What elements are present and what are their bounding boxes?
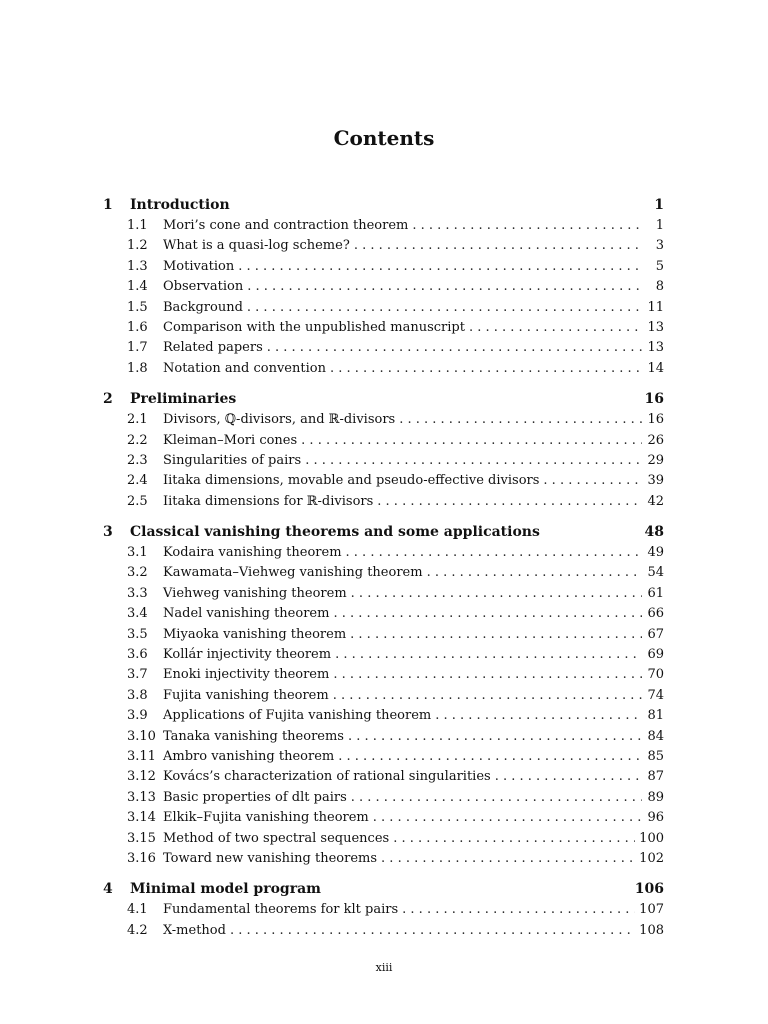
section-number: 3.12: [127, 769, 156, 785]
section-title: Kodaira vanishing theorem: [163, 545, 342, 561]
chapter-title: Preliminaries: [130, 391, 237, 408]
section-page: 14: [647, 360, 664, 376]
section-title: Motivation: [163, 258, 235, 274]
section-page: 84: [647, 728, 664, 744]
toc-chapter-heading[interactable]: [103, 881, 664, 902]
section-number: 1.5: [127, 299, 148, 315]
section-title: Observation: [163, 279, 244, 295]
toc-entry[interactable]: [103, 688, 664, 708]
section-page: 100: [639, 830, 664, 846]
section-page: 13: [647, 319, 664, 335]
dot-leader: [354, 238, 642, 253]
section-page: 66: [647, 606, 664, 622]
section-title: Background: [163, 299, 243, 315]
chapter-number: 2: [103, 391, 113, 408]
toc-entry[interactable]: [103, 412, 664, 432]
section-page: 11: [647, 299, 664, 315]
dot-leader: [338, 749, 642, 764]
toc-chapter-heading[interactable]: [103, 197, 664, 218]
section-title: X-method: [163, 922, 226, 938]
section-page: 3: [655, 238, 664, 254]
toc-entry[interactable]: [103, 749, 664, 769]
chapter-number: 4: [103, 881, 113, 898]
section-title: Nadel vanishing theorem: [163, 606, 330, 622]
dot-leader: [381, 851, 635, 866]
toc-chapter: [103, 524, 664, 871]
dot-leader: [348, 729, 642, 744]
section-title: Mori’s cone and contraction theorem: [163, 218, 409, 233]
dot-leader: [267, 340, 642, 355]
section-page: 26: [647, 432, 664, 448]
dot-leader: [247, 279, 642, 294]
toc-entry[interactable]: [103, 831, 664, 851]
chapter-title: Introduction: [130, 197, 230, 213]
section-title: Miyaoka vanishing theorem: [163, 626, 347, 642]
toc-entry[interactable]: [103, 810, 664, 830]
dot-leader: [351, 790, 642, 805]
toc-entry[interactable]: [103, 627, 664, 647]
section-page: 108: [639, 922, 664, 938]
section-page: 54: [647, 565, 664, 581]
chapter-page: 1: [654, 197, 664, 213]
toc-entry[interactable]: [103, 473, 664, 493]
chapter-number: 3: [103, 524, 113, 541]
section-title: Singularities of pairs: [163, 452, 302, 468]
section-number: 3.7: [127, 667, 148, 683]
toc-entry[interactable]: [103, 300, 664, 320]
section-number: 3.1: [127, 545, 148, 561]
chapter-number: 1: [103, 197, 113, 213]
toc-chapter-heading[interactable]: [103, 524, 664, 545]
section-title: Comparison with the unpublished manuscript: [163, 319, 465, 335]
toc-entry[interactable]: [103, 238, 664, 258]
section-number: 3.14: [127, 810, 156, 826]
dot-leader: [393, 831, 635, 846]
toc-entry[interactable]: [103, 902, 664, 922]
toc-chapter-heading[interactable]: [103, 391, 664, 412]
section-number: 3.6: [127, 647, 148, 663]
section-title: Divisors, ℚ-divisors, and ℝ-divisors: [163, 412, 396, 428]
dot-leader: [412, 218, 642, 233]
dot-leader: [350, 627, 642, 642]
dot-leader: [335, 647, 642, 662]
dot-leader: [238, 259, 642, 274]
dot-leader: [377, 494, 642, 509]
section-number: 2.5: [127, 493, 148, 509]
section-page: 102: [639, 850, 664, 866]
dot-leader: [373, 810, 642, 825]
section-number: 4.1: [127, 902, 148, 918]
section-page: 42: [647, 493, 664, 509]
section-title: Ambro vanishing theorem: [163, 748, 335, 764]
section-page: 39: [647, 473, 664, 489]
toc-entry[interactable]: [103, 361, 664, 381]
dot-leader: [427, 565, 642, 580]
section-number: 1.1: [127, 218, 148, 233]
section-title: Elkik–Fujita vanishing theorem: [163, 810, 369, 826]
dot-leader: [333, 667, 642, 682]
section-page: 61: [647, 585, 664, 601]
dot-leader: [402, 902, 635, 917]
section-number: 3.16: [127, 850, 156, 866]
section-number: 1.7: [127, 340, 148, 356]
section-title: Applications of Fujita vanishing theorem: [163, 708, 432, 724]
section-number: 3.13: [127, 789, 156, 805]
section-page: 70: [647, 667, 664, 683]
section-number: 3.11: [127, 748, 156, 764]
section-page: 1: [655, 218, 664, 233]
chapter-page: 106: [634, 881, 664, 898]
section-page: 89: [647, 789, 664, 805]
dot-leader: [399, 412, 642, 427]
section-title: Kollár injectivity theorem: [163, 647, 332, 663]
section-title: Basic properties of dlt pairs: [163, 789, 347, 805]
section-number: 3.3: [127, 585, 148, 601]
section-page: 87: [647, 769, 664, 785]
toc-chapter: [103, 391, 664, 514]
toc-entry[interactable]: [103, 647, 664, 667]
toc-entry[interactable]: [103, 453, 664, 473]
toc-entry[interactable]: [103, 545, 664, 565]
section-title: Notation and convention: [163, 360, 326, 376]
dot-leader: [305, 453, 642, 468]
section-page: 107: [639, 902, 664, 918]
page-title: Contents: [333, 126, 435, 150]
section-number: 1.4: [127, 279, 148, 295]
dot-leader: [301, 433, 642, 448]
dot-leader: [333, 688, 642, 703]
dot-leader: [351, 586, 642, 601]
toc-entry[interactable]: [103, 708, 664, 728]
section-page: 81: [647, 708, 664, 724]
dot-leader: [330, 361, 642, 376]
section-page: 29: [647, 452, 664, 468]
section-number: 1.8: [127, 360, 148, 376]
section-number: 2.1: [127, 412, 148, 428]
section-title: Fundamental theorems for klt pairs: [163, 902, 399, 918]
section-number: 3.9: [127, 708, 148, 724]
toc-entry[interactable]: [103, 494, 664, 514]
section-title: Toward new vanishing theorems: [163, 850, 378, 866]
section-title: Iitaka dimensions for ℝ-divisors: [163, 493, 374, 509]
dot-leader: [247, 300, 642, 315]
section-page: 74: [647, 687, 664, 703]
dot-leader: [346, 545, 642, 560]
section-number: 2.4: [127, 473, 148, 489]
toc-entry[interactable]: [103, 851, 664, 871]
section-page: 49: [647, 545, 664, 561]
dot-leader: [333, 606, 642, 621]
toc-entry[interactable]: [103, 923, 664, 943]
toc-entry[interactable]: [103, 586, 664, 606]
toc-entry[interactable]: [103, 565, 664, 585]
section-title: Viehweg vanishing theorem: [163, 585, 347, 601]
section-title: Kawamata–Viehweg vanishing theorem: [163, 565, 423, 581]
section-number: 1.3: [127, 258, 148, 274]
section-title: What is a quasi-log scheme?: [163, 238, 350, 254]
section-page: 16: [647, 412, 664, 428]
dot-leader: [543, 473, 642, 488]
chapter-title: Classical vanishing theorems and some applications: [130, 524, 540, 541]
section-number: 3.10: [127, 728, 156, 744]
toc-entry[interactable]: [103, 790, 664, 810]
section-number: 3.15: [127, 830, 156, 846]
dot-leader: [230, 923, 635, 938]
section-number: 1.6: [127, 319, 148, 335]
toc-entry[interactable]: [103, 279, 664, 299]
section-number: 4.2: [127, 922, 148, 938]
section-number: 3.5: [127, 626, 148, 642]
section-page: 67: [647, 626, 664, 642]
section-number: 2.2: [127, 432, 148, 448]
toc-chapter: [103, 197, 664, 381]
section-page: 8: [655, 279, 664, 295]
section-number: 3.2: [127, 565, 148, 581]
toc-entry[interactable]: [103, 259, 664, 279]
toc-entry[interactable]: [103, 729, 664, 749]
chapter-page: 16: [644, 391, 664, 408]
section-title: Related papers: [163, 340, 263, 356]
toc-entry[interactable]: [103, 769, 664, 789]
section-number: 3.8: [127, 687, 148, 703]
toc-chapter: [103, 881, 664, 943]
section-number: 1.2: [127, 238, 148, 254]
section-title: Tanaka vanishing theorems: [163, 728, 344, 744]
toc-entry[interactable]: [103, 433, 664, 453]
page-number-footer: xiii: [375, 961, 393, 974]
section-title: Kovács’s characterization of rational singularities: [163, 769, 491, 785]
section-number: 2.3: [127, 452, 148, 468]
chapter-title: Minimal model program: [130, 881, 321, 898]
dot-leader: [435, 708, 642, 723]
dot-leader: [495, 769, 642, 784]
toc-entry[interactable]: [103, 218, 664, 238]
dot-leader: [469, 320, 642, 335]
section-page: 13: [647, 340, 664, 356]
section-page: 85: [647, 748, 664, 764]
section-title: Kleiman–Mori cones: [163, 432, 298, 448]
section-title: Method of two spectral sequences: [163, 830, 390, 846]
section-title: Enoki injectivity theorem: [163, 667, 330, 683]
toc-entry[interactable]: [103, 340, 664, 360]
section-title: Iitaka dimensions, movable and pseudo-effective divisors: [163, 473, 540, 489]
section-page: 5: [655, 258, 664, 274]
section-title: Fujita vanishing theorem: [163, 687, 329, 703]
section-page: 96: [647, 810, 664, 826]
chapter-page: 48: [644, 524, 664, 541]
section-page: 69: [647, 647, 664, 663]
table-of-contents: [103, 197, 664, 953]
toc-entry[interactable]: [103, 606, 664, 626]
toc-entry[interactable]: [103, 320, 664, 340]
toc-entry[interactable]: [103, 667, 664, 687]
section-number: 3.4: [127, 606, 148, 622]
